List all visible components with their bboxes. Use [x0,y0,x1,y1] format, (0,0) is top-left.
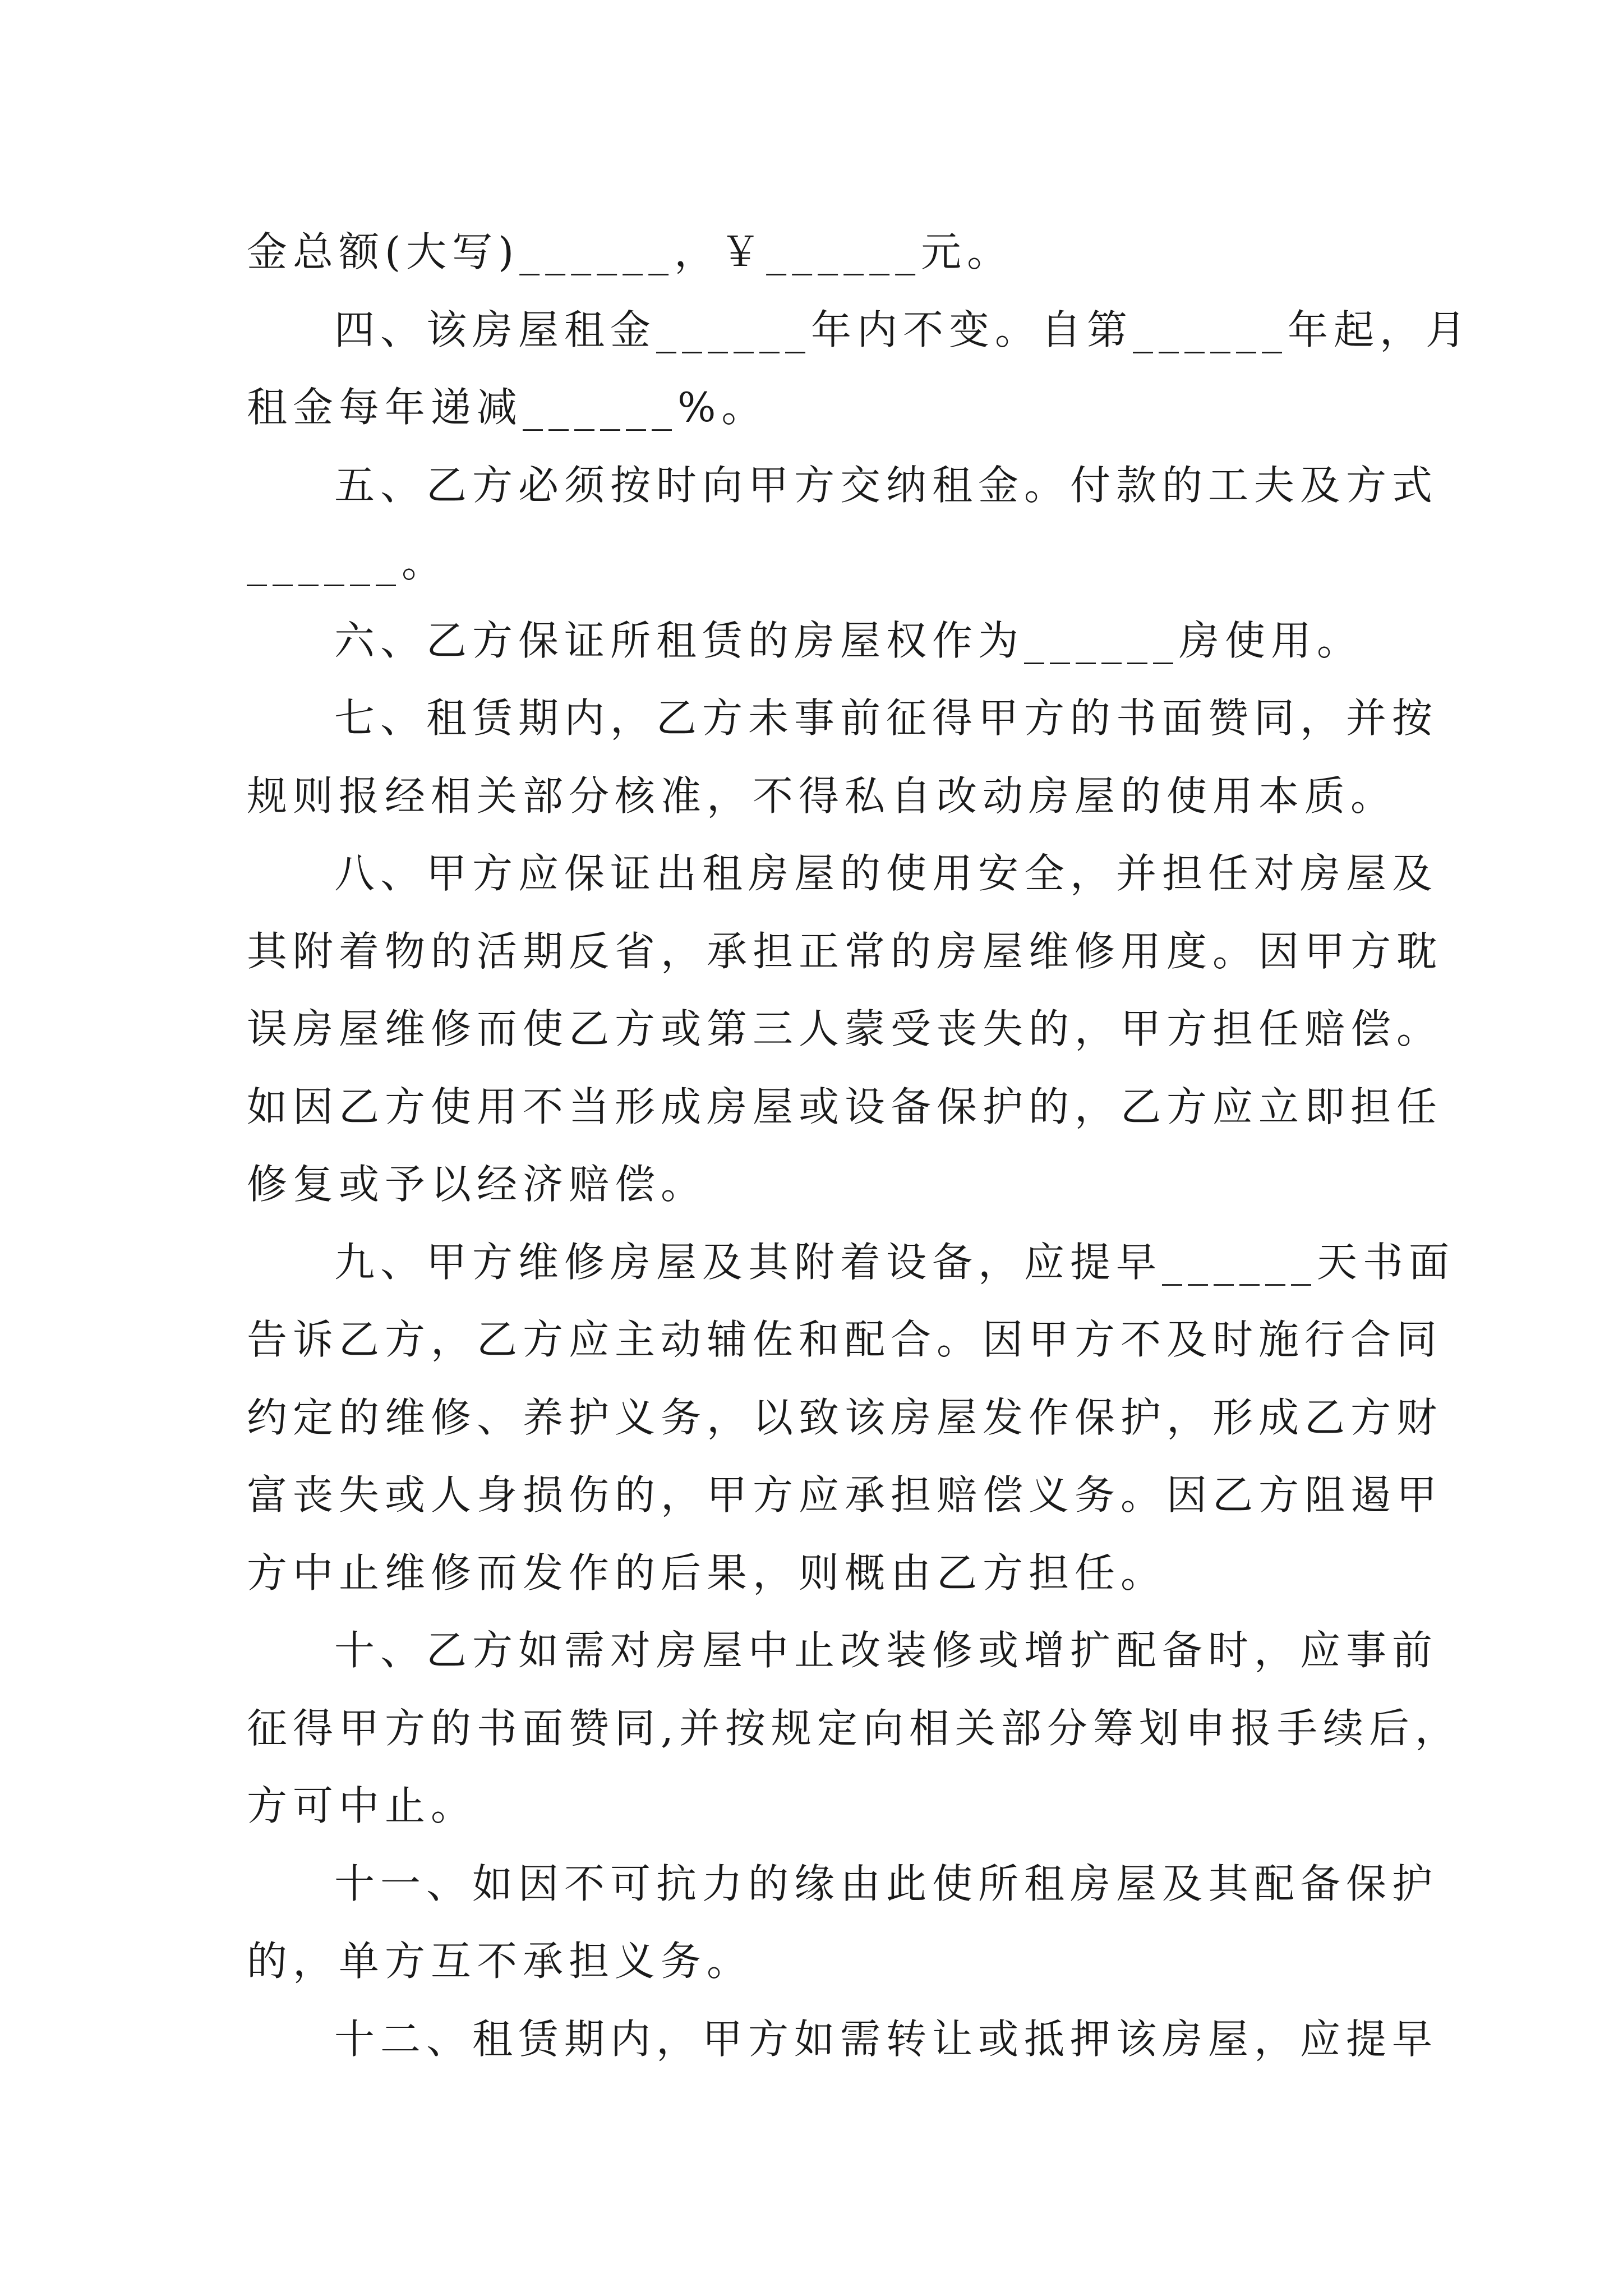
text-line: 征得甲方的书面赞同,并按规定向相关部分筹划申报手续后， [247,1704,1461,1752]
text-line: 十二、租赁期内，甲方如需转让或抵押该房屋，应提早 [334,2015,1438,2063]
text-line: 其附着物的活期反省，承担正常的房屋维修用度。因甲方耽 [247,927,1443,975]
text-line: 五、乙方必须按时向甲方交纳租金。付款的工夫及方式 [334,461,1438,509]
text-line: 告诉乙方，乙方应主动辅佐和配合。因甲方不及时施行合同 [247,1316,1443,1363]
text-line: 租金每年递减______%。 [247,384,768,431]
text-line: 方中止维修而发作的后果，则概由乙方担任。 [247,1549,1167,1596]
text-line: 八、甲方应保证出租房屋的使用安全，并担任对房屋及 [334,850,1438,897]
text-line: 九、甲方维修房屋及其附着设备，应提早______天书面 [334,1238,1455,1286]
text-line: 约定的维修、养护义务，以致该房屋发作保护，形成乙方财 [247,1393,1443,1441]
text-line: 如因乙方使用不当形成房屋或设备保护的，乙方应立即担任 [247,1083,1443,1130]
text-line: 富丧失或人身损伤的，甲方应承担赔偿义务。因乙方阻遏甲 [247,1471,1443,1519]
text-line: 七、租赁期内，乙方未事前征得甲方的书面赞同，并按 [334,694,1438,742]
text-line: ______。 [247,539,448,586]
text-line: 误房屋维修而使乙方或第三人蒙受丧失的，甲方担任赔偿。 [247,1005,1443,1052]
text-line: 的，单方互不承担义务。 [247,1938,753,1985]
text-line: 十、乙方如需对房屋中止改装修或增扩配备时，应事前 [334,1627,1438,1674]
text-line: 方可中止。 [247,1782,477,1829]
text-line: 十一、如因不可抗力的缘由此使所租房屋及其配备保护 [334,1860,1438,1907]
text-line: 六、乙方保证所租赁的房屋权作为______房使用。 [334,616,1363,664]
text-line: 金总额(大写)______，￥______元。 [247,228,1013,275]
text-line: 四、该房屋租金______年内不变。自第______年起，月 [334,306,1472,353]
text-line: 规则报经相关部分核准，不得私自改动房屋的使用本质。 [247,772,1397,820]
contract-body [247,213,1472,2078]
text-line: 修复或予以经济赔偿。 [247,1161,707,1208]
